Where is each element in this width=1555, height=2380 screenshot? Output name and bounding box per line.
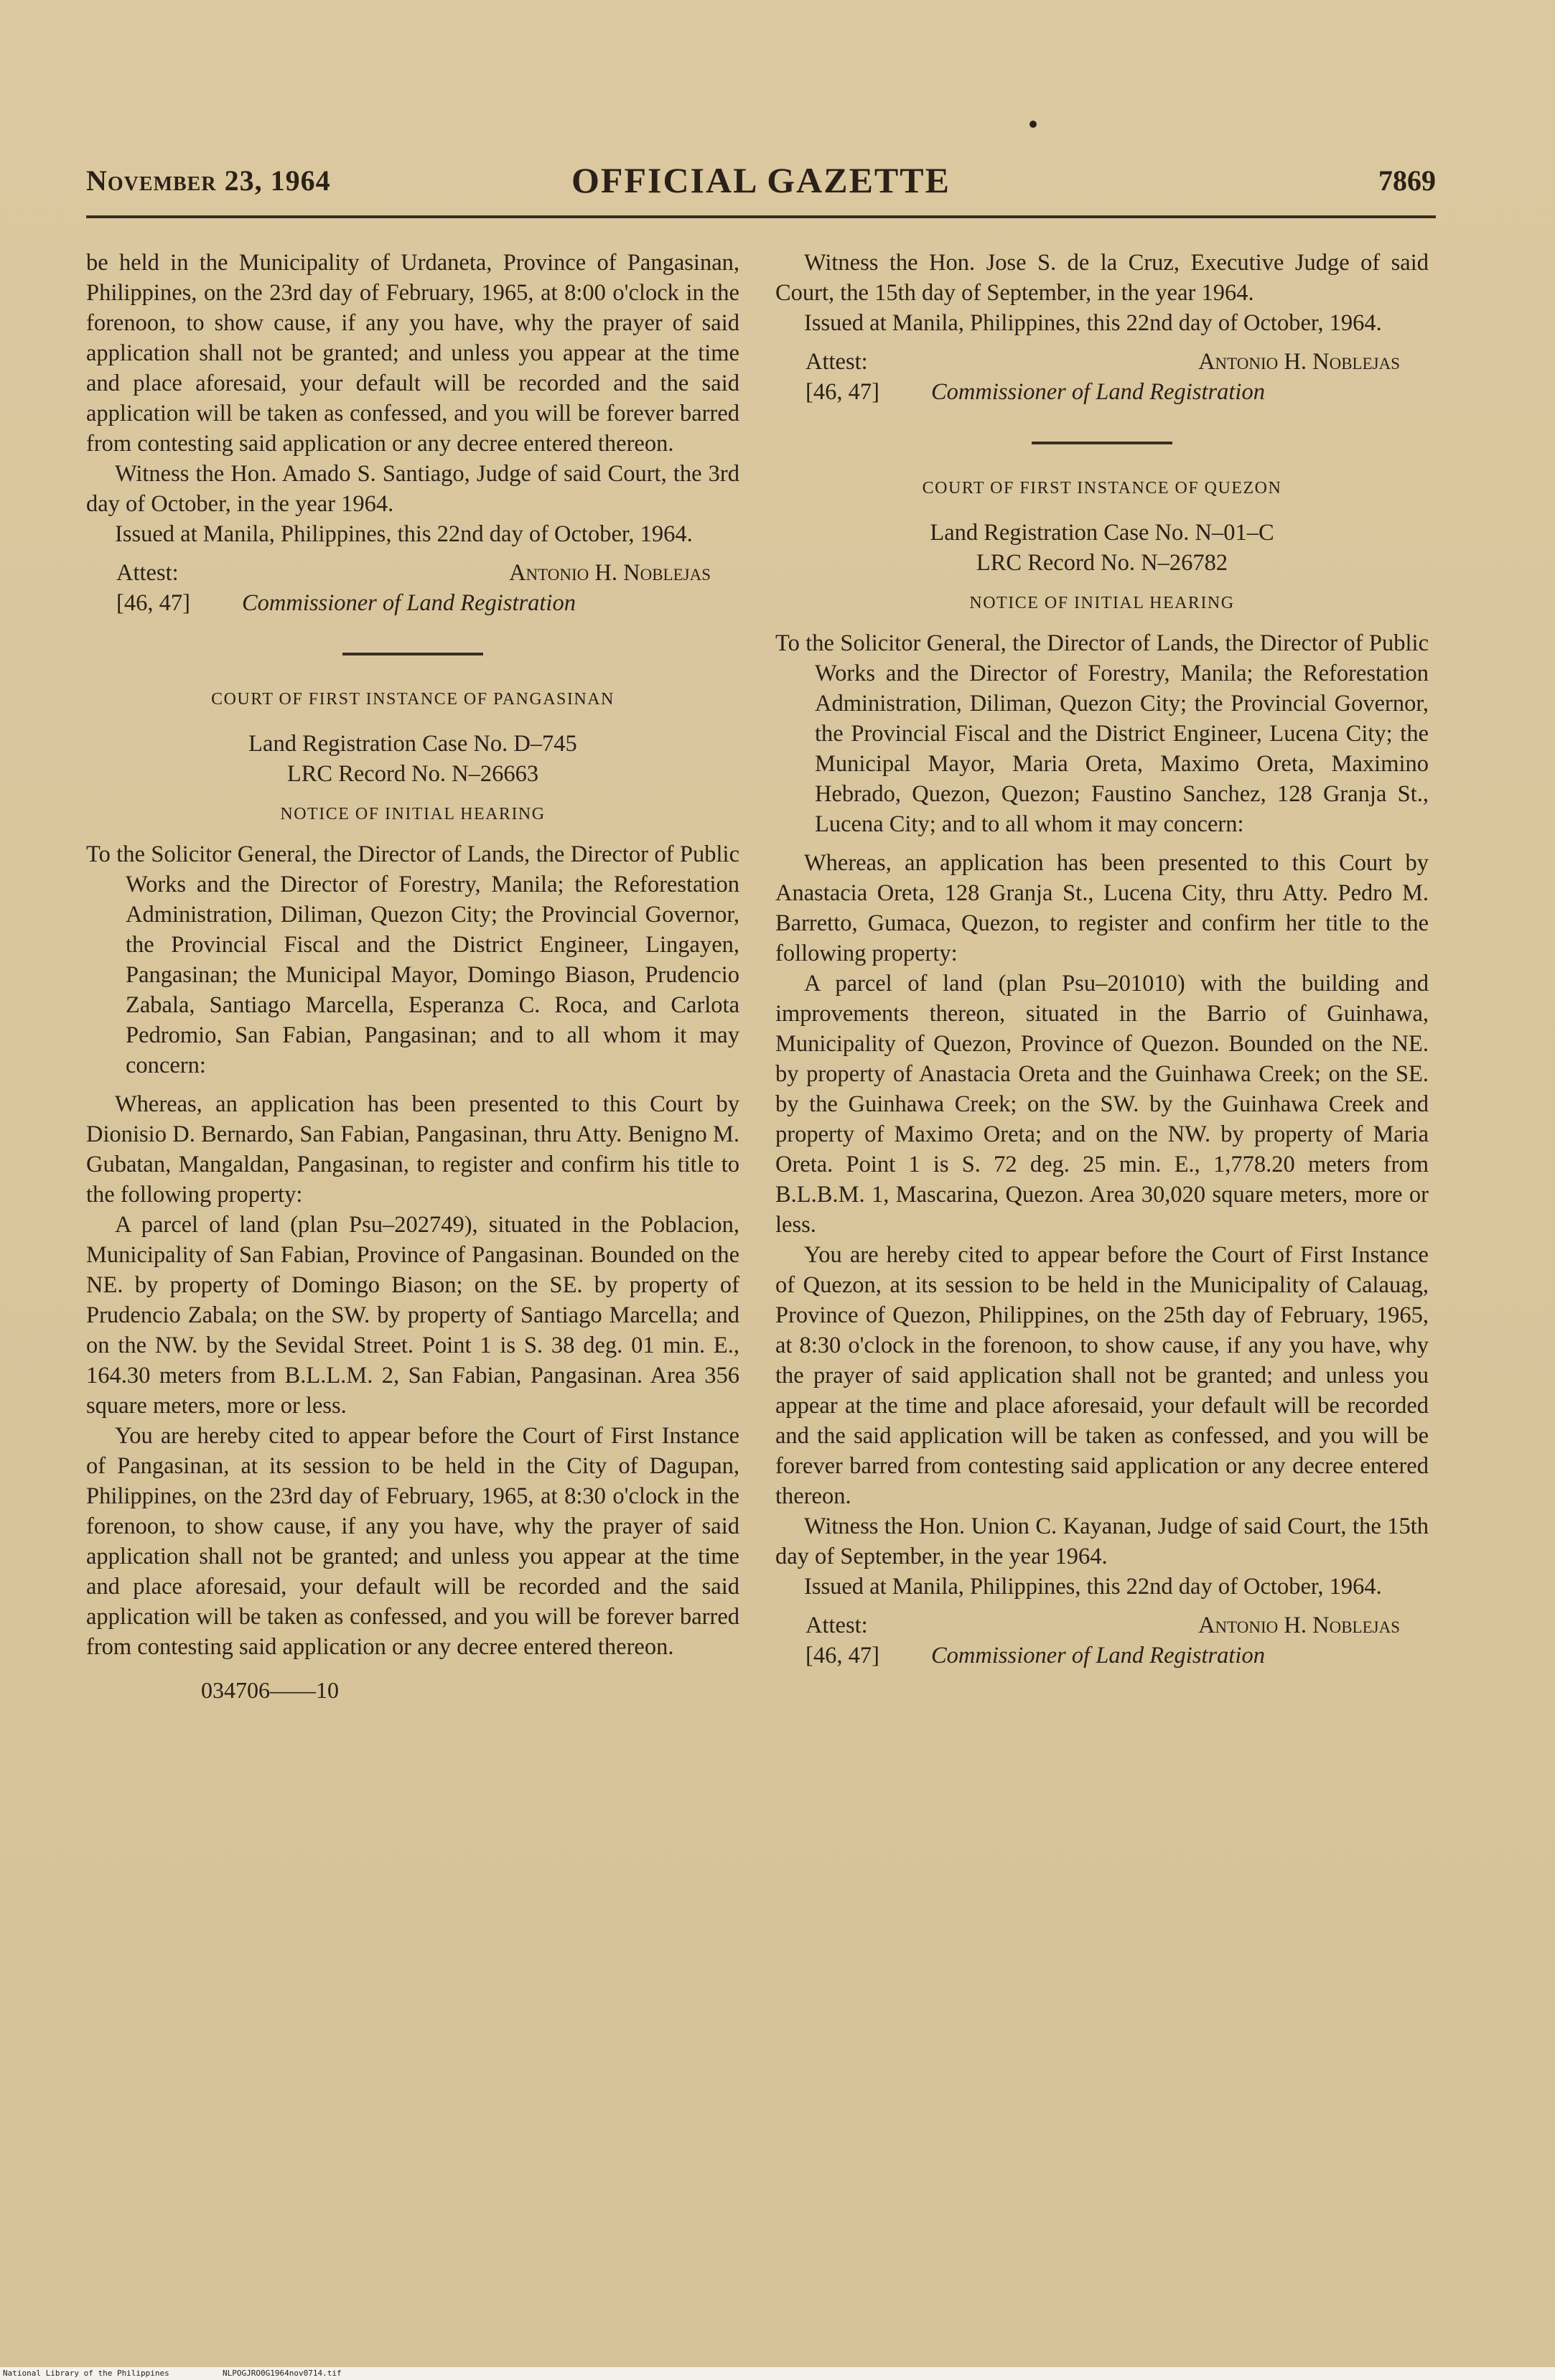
left-whereas: Whereas, an application has been presented to this Court by Dionisio D. Bernardo, San Fabian, Pangasinan, thru Atty. Benigno M. Gubatan, Mangaldan, Pangasinan, to register and confirm his title to the following property: [86,1091,739,1208]
commissioner-title: Commissioner of Land Registration [931,1643,1265,1669]
right-issued-2: Issued at Manila, Philippines, this 22nd day of October, 1964. [804,1574,1382,1600]
citation: [46, 47] [116,590,190,616]
case-number: Land Registration Case No. D–745 [248,731,577,757]
record-number: LRC Record No. N–26663 [286,761,539,787]
left-commissioner [86,588,739,618]
section-divider [342,653,483,655]
left-paragraph-1: be held in the Municipality of Urdaneta, Province of Pangasinan, Philippines, on the 23rd day of February, 1965, at 8:00 o'clock in the forenoon, to show cause, if any you have, why the prayer of said application shall not be granted; and unless you appear at the time and place aforesaid, your default will be recorded and the said application will be taken as confessed, and you will be forever barred from contesting said application or any decree entered thereon. [86,250,739,457]
attest-label: Attest: [805,1613,868,1638]
left-citation-paragraph: You are hereby cited to appear before the Court of First Instance of Pangasinan, at its session to be held in the City of Dagupan, Philippines, on the 23rd day of February, 1965, at 8:30 o'clock in the forenoon, to show cause, if any you have, why the prayer of said application shall not be granted; and unless you appear at the time and place aforesaid, your default will be recorded and the said application will be taken as confessed, and you will be forever barred from contesting said application or any decree entered thereon. [86,1423,739,1660]
page-header [86,160,1436,207]
right-column [775,248,1429,1671]
record-number: LRC Record No. N–26782 [976,550,1228,576]
right-attest-2 [775,1610,1429,1641]
right-attest [775,347,1429,377]
header-title: OFFICIAL GAZETTE [571,160,951,200]
attest-label: Attest: [805,349,868,375]
header-date: November 23, 1964 [86,164,331,197]
left-witness: Witness the Hon. Amado S. Santiago, Judge of said Court, the 3rd day of October, in the year 1964. [86,461,739,517]
right-parcel: A parcel of land (plan Psu–201010) with the building and improvements thereon, situated in the Barrio of Guinhawa, Municipality of Quezon, Province of Quezon. Bounded on the NE. by property of Anastacia Oreta and the Guinhawa Creek; on the SE. by the Guinhawa Creek; on the SW. by the Guinhawa Creek and property of Maximo Oreta; and on the NW. by property of Maria Oreta. Point 1 is S. 72 deg. 25 min. E., 1,778.20 meters from B.L.B.M. 1, Mascarina, Quezon. Area 30,020 square meters, more or less. [775,971,1429,1238]
commissioner-title: Commissioner of Land Registration [931,379,1265,405]
print-code: 034706——10 [201,1677,339,1703]
addressees: To the Solicitor General, the Director of Lands, the Director of Public Works and the Director of Forestry, Manila; the Reforestation Administration, Diliman, Quezon City; the Provincial Governor, the Provincial Fiscal and the District Engineer, Lucena City; the Municipal Mayor, Maria Oreta, Maximo Oreta, Maximino Hebrado, Quezon, Quezon; Faustino Sanchez, 128 Granja St., Lucena City; and to all whom it may concern: [775,630,1429,837]
notice-heading: NOTICE OF INITIAL HEARING [280,805,546,823]
court-heading: COURT OF FIRST INSTANCE OF PANGASINAN [211,690,615,709]
addressees: To the Solicitor General, the Director of Lands, the Director of Public Works and the Director of Forestry, Manila; the Reforestation Administration, Diliman, Quezon City; the Provincial Governor, the Provincial Fiscal and the District Engineer, Lingayen, Pangasinan; the Municipal Mayor, Domingo Biason, Prudencio Zabala, Santiago Marcella, Esperanza C. Roca, and Carlota Pedromio, San Fabian, Pangasinan; and to all whom it may concern: [86,841,739,1078]
case-number: Land Registration Case No. N–01–C [930,520,1274,546]
right-commissioner-2 [775,1641,1429,1671]
commissioner-title: Commissioner of Land Registration [242,590,576,616]
left-parcel: A parcel of land (plan Psu–202749), situated in the Poblacion, Municipality of San Fabian, Province of Pangasinan. Bounded on the NE. by property of Domingo Biason; on the SE. by property of Prudencio Zabala; on the SW. by property of Santiago Marcella; and on the NW. by the Sevidal Street. Point 1 is S. 38 deg. 01 min. E., 164.30 meters from B.L.L.M. 2, San Fabian, Pangasinan. Area 356 square meters, more or less. [86,1212,739,1419]
attest-name: Antonio H. Noblejas [1198,349,1400,375]
left-attest [86,558,739,588]
scan-library: National Library of the Philippines [3,2369,169,2378]
citation: [46, 47] [805,379,879,405]
left-issued: Issued at Manila, Philippines, this 22nd day of October, 1964. [115,521,693,547]
section-divider [1032,442,1172,444]
scan-footer [0,2367,1555,2380]
case-heading [775,518,1429,578]
right-witness-2: Witness the Hon. Union C. Kayanan, Judge of said Court, the 15th day of September, in the year 1964. [775,1513,1429,1569]
right-citation-paragraph: You are hereby cited to appear before the Court of First Instance of Quezon, at its session to be held in the Municipality of Calauag, Province of Quezon, Philippines, on the 25th day of February, 1965, at 8:30 o'clock in the forenoon, to show cause, if any you have, why the prayer of said application shall not be granted; and unless you appear at the time and place aforesaid, your default will be recorded and the said application will be taken as confessed, and you will be forever barred from contesting said application or any decree entered thereon. [775,1242,1429,1509]
attest-name: Antonio H. Noblejas [1198,1613,1400,1638]
court-heading: COURT OF FIRST INSTANCE OF QUEZON [922,479,1282,498]
right-witness: Witness the Hon. Jose S. de la Cruz, Executive Judge of said Court, the 15th day of September, in the year 1964. [775,250,1429,306]
attest-label: Attest: [116,560,179,586]
notice-heading: NOTICE OF INITIAL HEARING [969,594,1235,612]
right-whereas: Whereas, an application has been presented to this Court by Anastacia Oreta, 128 Granja St., Lucena City, thru Atty. Pedro M. Barretto, Gumaca, Quezon, to register and confirm her title to the following property: [775,850,1429,966]
attest-name: Antonio H. Noblejas [509,560,711,586]
right-commissioner [775,377,1429,407]
citation: [46, 47] [805,1643,879,1669]
header-rule [86,215,1436,218]
right-issued: Issued at Manila, Philippines, this 22nd day of October, 1964. [804,310,1382,336]
ink-dot [1029,121,1037,128]
header-page-number: 7869 [1378,164,1436,197]
left-column [86,248,739,1705]
scan-filename: NLPOGJRO0G1964nov0714.tif [223,2369,342,2378]
case-heading [86,729,739,789]
